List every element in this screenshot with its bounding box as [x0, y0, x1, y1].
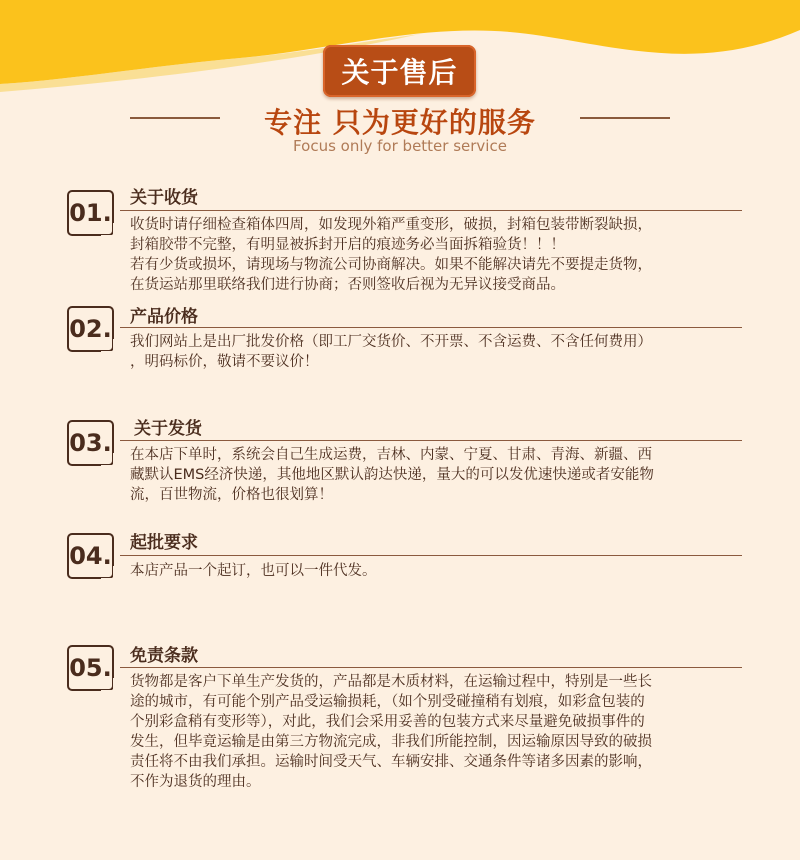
section-title-receiving: 关于收货 — [130, 188, 198, 208]
body-line: 本店产品一个起订，也可以一件代发。 — [130, 563, 377, 579]
section-title-minimum-order: 起批要求 — [130, 533, 198, 553]
section-divider — [120, 327, 742, 328]
section-title-disclaimer: 免责条款 — [130, 646, 198, 666]
section-number-05: 05. — [67, 645, 114, 691]
section-number-02: 02. — [67, 306, 114, 352]
body-line: ，明码标价，敬请不要议价！ — [130, 354, 319, 370]
body-line: 流，百世物流，价格也很划算！ — [130, 487, 333, 503]
section-divider — [120, 555, 742, 556]
body-line: 个别彩盒稍有变形等），对此，我们会采用妥善的包装方式来尽量避免破损事件的 — [130, 714, 645, 730]
section-body-receiving — [130, 215, 750, 295]
body-line: 封箱胶带不完整，有明显被拆封开启的痕迹务必当面拆箱验货！！！ — [130, 237, 565, 253]
badge-text: 关于售后 — [341, 56, 458, 89]
section-title-price: 产品价格 — [130, 307, 198, 327]
section-body-shipping — [130, 445, 750, 505]
section-body-minimum-order — [130, 561, 750, 581]
body-line: 责任将不由我们承担。运输时间受天气、车辆安排、交通条件等诸多因素的影响， — [130, 754, 652, 770]
page-headline: 专注 只为更好的服务 — [264, 106, 536, 139]
section-title-shipping: 关于发货 — [134, 419, 202, 439]
body-line: 不作为退货的理由。 — [130, 774, 261, 790]
section-number-01: 01. — [67, 190, 114, 236]
body-line: 藏默认EMS经济快递，其他地区默认韵达快递，量大的可以发优速快递或者安能物 — [130, 467, 654, 483]
section-body-price — [130, 332, 750, 372]
body-line: 途的城市，有可能个别产品受运输损耗，（如个别受碰撞稍有划痕，如彩盒包装的 — [130, 694, 645, 710]
section-number-03: 03. — [67, 420, 114, 466]
section-body-disclaimer — [130, 672, 750, 792]
body-line: 货物都是客户下单生产发货的，产品都是木质材料，在运输过程中，特别是一些长 — [130, 674, 652, 690]
body-line: 发生，但毕竟运输是由第三方物流完成，非我们所能控制，因运输原因导致的破损 — [130, 734, 652, 750]
after-sales-badge — [323, 45, 476, 97]
body-line: 我们网站上是出厂批发价格（即工厂交货价、不开票、不含运费、不含任何费用） — [130, 334, 652, 350]
body-line: 在货运站那里联络我们进行协商；否则签收后视为无异议接受商品。 — [130, 277, 565, 293]
page-subtitle: Focus only for better service — [293, 137, 507, 155]
body-line: 收货时请仔细检查箱体四周，如发现外箱严重变形，破损，封箱包装带断裂缺损， — [130, 217, 652, 233]
section-divider — [120, 210, 742, 211]
section-divider — [120, 440, 742, 441]
body-line: 在本店下单时，系统会自己生成运费，吉林、内蒙、宁夏、甘肃、青海、新疆、西 — [130, 447, 652, 463]
body-line: 若有少货或损坏，请现场与物流公司协商解决。如果不能解决请先不要提走货物， — [130, 257, 652, 273]
section-divider — [120, 667, 742, 668]
section-number-04: 04. — [67, 533, 114, 579]
